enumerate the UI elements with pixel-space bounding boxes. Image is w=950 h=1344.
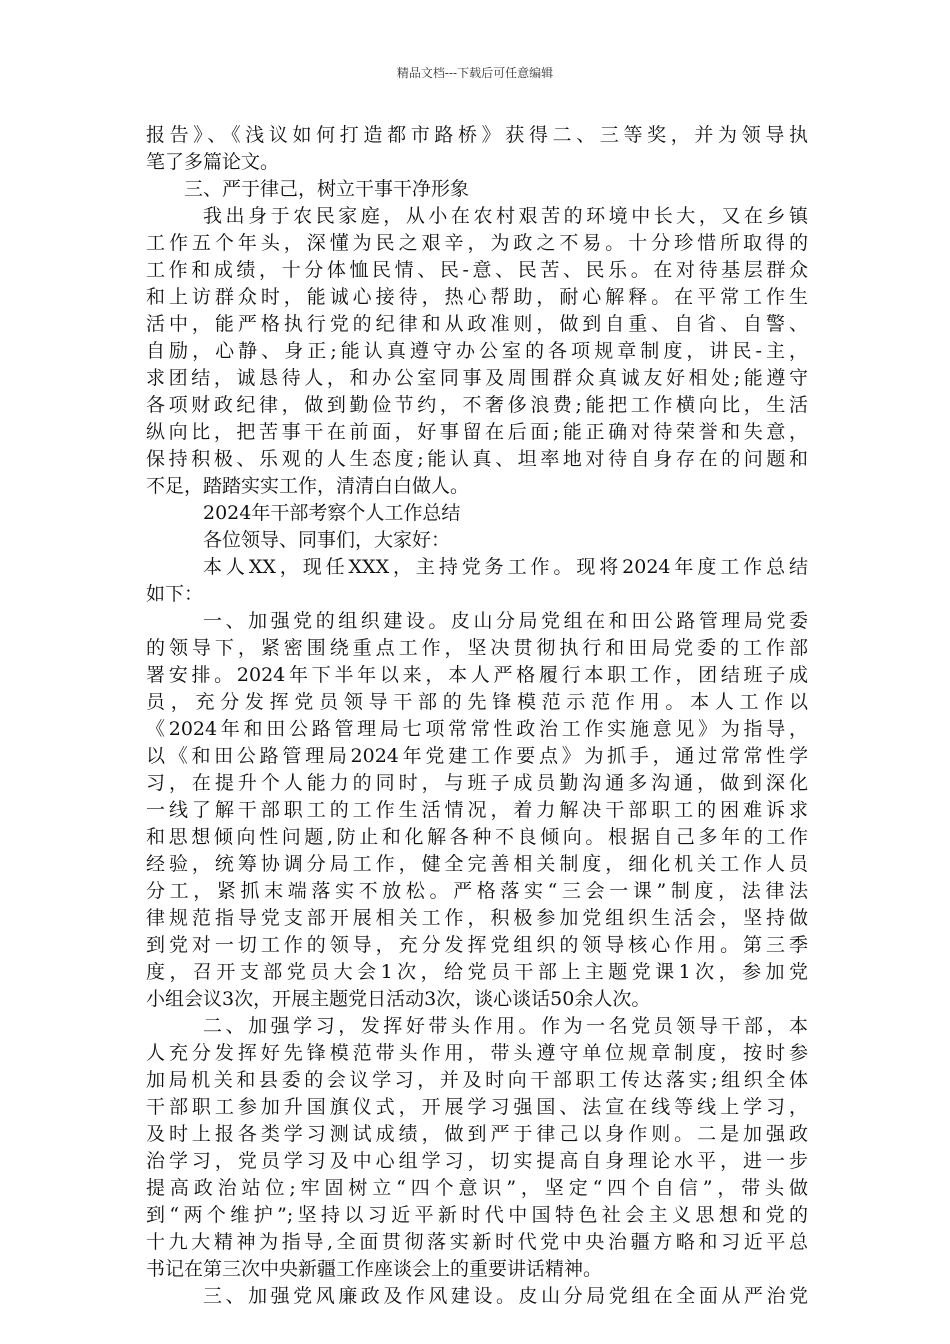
text-line: 自励，心静、身正;能认真遵守办公室的各项规章制度，讲民-主， <box>146 340 808 362</box>
text-line: 各项财政纪律，做到勤俭节约，不奢侈浪费;能把工作横向比，生活 <box>146 394 808 416</box>
text-line: 求团结，诚恳待人，和办公室同事及周围群众真诚友好相处;能遵守 <box>146 367 808 389</box>
text-line: 及时上报各类学习测试成绩，做到严于律己以身作则。二是加强政 <box>146 1123 808 1145</box>
text-line: 如下： <box>146 583 204 605</box>
text-line: 的领导下，紧密围绕重点工作，坚决贯彻执行和田局党委的工作部 <box>146 637 808 659</box>
text-line: 加局机关和县委的会议学习，并及时向干部职工传达落实;组织全体 <box>146 1069 808 1091</box>
text-line: 一线了解干部职工的工作生活情况，着力解决干部职工的困难诉求 <box>146 799 808 821</box>
text-line: 干部职工参加升国旗仪式，开展学习强国、法宣在线等线上学习， <box>146 1096 808 1118</box>
page-header: 精品文档---下载后可任意编辑 <box>396 66 554 80</box>
text-line: 三、严于律己，树立干事干净形象 <box>184 178 470 200</box>
text-line: 小组会议3次，开展主题党日活动3次，谈心谈话50余人次。 <box>146 988 651 1010</box>
text-line: 纵向比，把苦事干在前面，好事留在后面;能正确对待荣誉和失意， <box>146 421 808 443</box>
text-line: 经验，统筹协调分局工作，健全完善相关制度，细化机关工作人员 <box>146 853 808 875</box>
text-line: 笔了多篇论文。 <box>146 151 280 173</box>
text-line: 人充分发挥好先锋模范带头作用，带头遵守单位规章制度，按时参 <box>146 1042 808 1064</box>
text-line: 工作和成绩，十分体恤民情、民-意、民苦、民乐。在对待基层群众 <box>146 259 808 281</box>
text-line: 分工，紧抓末端落实不放松。严格落实“三会一课”制度，法律法 <box>146 880 808 902</box>
text-line: 2024年干部考察个人工作总结 <box>203 502 461 524</box>
text-line: 十九大精神为指导,全面贯彻落实新时代党中央治疆方略和习近平总 <box>146 1231 808 1253</box>
text-line: 一、加强党的组织建设。皮山分局党组在和田公路管理局党委 <box>203 610 808 632</box>
text-line: 《2024年和田公路管理局七项常常性政治工作实施意见》为指导， <box>146 718 808 740</box>
text-line: 和思想倾向性问题,防止和化解各种不良倾向。根据自己多年的工作 <box>146 826 808 848</box>
text-line: 习，在提升个人能力的同时，与班子成员勤沟通多沟通，做到深化 <box>146 772 808 794</box>
text-line: 以《和田公路管理局2024年党建工作要点》为抓手，通过常常性学 <box>146 745 808 767</box>
text-line: 书记在第三次中央新疆工作座谈会上的重要讲话精神。 <box>146 1258 603 1280</box>
text-line: 律规范指导党支部开展相关工作，积极参加党组织生活会，坚持做 <box>146 907 808 929</box>
text-line: 我出身于农民家庭，从小在农村艰苦的环境中长大，又在乡镇 <box>203 205 808 227</box>
text-line: 不足，踏踏实实工作，清清白白做人。 <box>146 475 470 497</box>
text-line: 保持积极、乐观的人生态度;能认真、坦率地对待自身存在的问题和 <box>146 448 808 470</box>
text-line: 各位领导、同事们，大家好： <box>203 529 451 551</box>
text-line: 到“两个维护”;坚持以习近平新时代中国特色社会主义思想和党的 <box>146 1204 808 1226</box>
text-line: 活中，能严格执行党的纪律和从政准则，做到自重、自省、自警、 <box>146 313 808 335</box>
text-line: 员，充分发挥党员领导干部的先锋模范示范作用。本人工作以 <box>146 691 808 713</box>
text-line: 本人XX，现任XXX，主持党务工作。现将2024年度工作总结 <box>203 556 808 578</box>
text-line: 度，召开支部党员大会1次，给党员干部上主题党课1次，参加党 <box>146 961 808 983</box>
text-line: 二、加强学习，发挥好带头作用。作为一名党员领导干部，本 <box>203 1015 808 1037</box>
text-line: 到党对一切工作的领导，充分发挥党组织的领导核心作用。第三季 <box>146 934 808 956</box>
text-line: 报告》、《浅议如何打造都市路桥》获得二、三等奖，并为领导执 <box>146 124 808 146</box>
text-line: 三、加强党风廉政及作风建设。皮山分局党组在全面从严治党 <box>203 1285 808 1307</box>
text-line: 工作五个年头，深懂为民之艰辛，为政之不易。十分珍惜所取得的 <box>146 232 808 254</box>
text-line: 治学习，党员学习及中心组学习，切实提高自身理论水平，进一步 <box>146 1150 808 1172</box>
text-line: 提高政治站位;牢固树立“四个意识”，坚定“四个自信”，带头做 <box>146 1177 808 1199</box>
text-line: 和上访群众时，能诚心接待，热心帮助，耐心解释。在平常工作生 <box>146 286 808 308</box>
text-line: 署安排。2024年下半年以来，本人严格履行本职工作，团结班子成 <box>146 664 808 686</box>
document-body <box>146 122 808 1310</box>
